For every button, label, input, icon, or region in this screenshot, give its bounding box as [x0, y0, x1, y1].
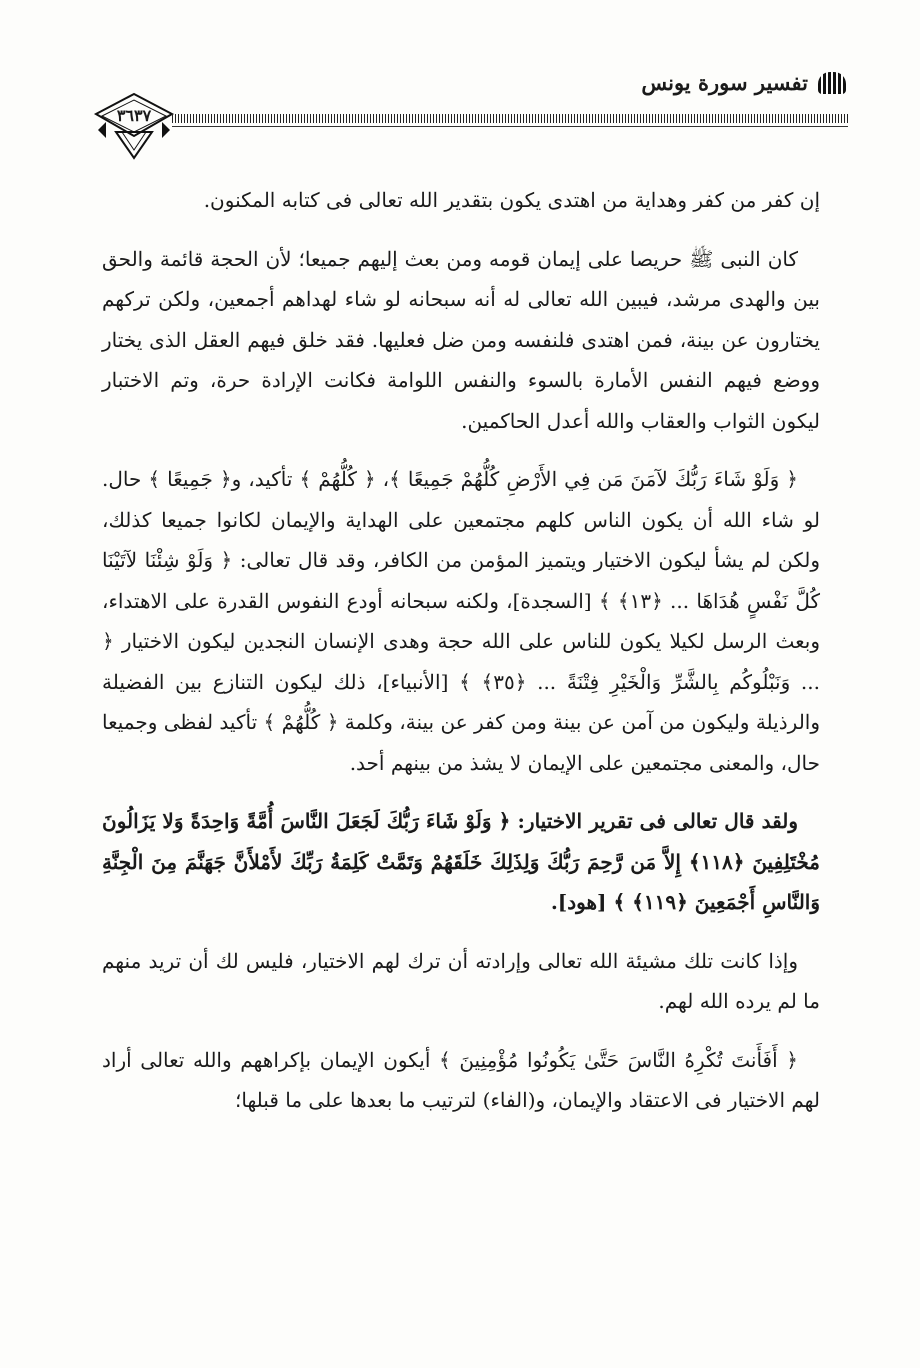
- page-header: [0, 0, 920, 160]
- page-number-frame: [92, 92, 176, 162]
- paragraph-6: ﴿ أَفَأَنتَ تُكْرِهُ النَّاسَ حَتَّىٰ يَكُونُوا مُؤْمِنِينَ ﴾ أيكون الإيمان بإكراههم والله تعالى أراد لهم الاختيار فى الاعتقاد والإيمان، و(الفاء) لترتيب ما بعدها على ما قبلها؛: [102, 1047, 820, 1112]
- paragraph-2: كان النبى ﷺ حريصا على إيمان قومه ومن بعث إليهم جميعا؛ لأن الحجة قائمة والحق بين والهدى مرشد، فيبين الله تعالى له أنه سبحانه لو شاء لهداهم أجمعين، ولكن تركهم يختارون عن بينة، فمن اهتدى فلنفسه ومن ضل فعليها. فقد خلق فيهم العقل الذى يختار ووضع فيهم النفس الأمارة بالسوء والنفس اللوامة فكانت الإرادة حرة، وتم الاختبار ليكون الثواب والعقاب والله أعدل الحاكمين.: [102, 246, 820, 433]
- paragraph-4: ولقد قال تعالى فى تقرير الاختيار: ﴿ وَلَوْ شَاءَ رَبُّكَ لَجَعَلَ النَّاسَ أُمَّةً وَاحِدَةً وَلا يَزَالُونَ مُخْتَلِفِينَ ﴿١١٨﴾ إِلاَّ مَن رَّحِمَ رَبُّكَ وَلِذَلِكَ خَلَقَهُمْ وَتَمَّتْ كَلِمَةُ رَبِّكَ لأَمْلأَنَّ جَهَنَّمَ مِنَ الْجِنَّةِ وَالنَّاسِ أَجْمَعِينَ ﴿١١٩﴾ ﴾ [هود].: [102, 809, 820, 914]
- paragraph-3: ﴿ وَلَوْ شَاءَ رَبُّكَ لآمَنَ مَن فِي الأَرْضِ كُلُّهُمْ جَمِيعًا ﴾، ﴿ كُلُّهُمْ ﴾ تأكيد، و﴿ جَمِيعًا ﴾ حال. لو شاء الله أن يكون الناس كلهم مجتمعين على الهداية والإيمان لكانوا جميعا كذلك، ولكن لم يشأ ليكون الاختيار ويتميز المؤمن من الكافر، وقد قال تعالى: ﴿ وَلَوْ شِئْنَا لآتَيْنَا كُلَّ نَفْسٍ هُدَاهَا ... ﴿١٣﴾ ﴾ [السجدة]، ولكنه سبحانه أودع النفوس القدرة على الاهتداء، وبعث الرسل لكيلا يكون للناس على الله حجة وهدى الإنسان النجدين ليكون الاختيار ﴿ ... وَنَبْلُوكُم بِالشَّرِّ وَالْخَيْرِ فِتْنَةً ... ﴿٣٥﴾ ﴾ [الأنبياء]، ذلك ليكون التنازع بين الفضيلة والرذيلة وليكون من آمن عن بينة ومن كفر عن بينة، وكلمة ﴿ كُلُّهُمْ ﴾ تأكيد لفظى وجميعا حال، والمعنى مجتمعين على الإيمان لا يشذ من بينهم أحد.: [102, 467, 821, 775]
- paragraph-1: إن كفر من كفر وهداية من اهتدى يكون بتقدير الله تعالى فى كتابه المكنون.: [203, 188, 820, 212]
- page-number-frame-icon: [92, 92, 176, 162]
- running-title: تفسير سورة يونس: [641, 70, 808, 95]
- page-body: [102, 180, 820, 1131]
- paragraph-5: وإذا كانت تلك مشيئة الله تعالى وإرادته أن ترك لهم الاختيار، فليس لك أن تريد منهم ما لم يرده الله لهم.: [102, 948, 820, 1013]
- header-rule: [172, 114, 848, 123]
- decorative-ornament-icon: [818, 72, 846, 94]
- page-number: ٣٦٣٧: [116, 106, 152, 125]
- header-rule-line: [172, 126, 848, 127]
